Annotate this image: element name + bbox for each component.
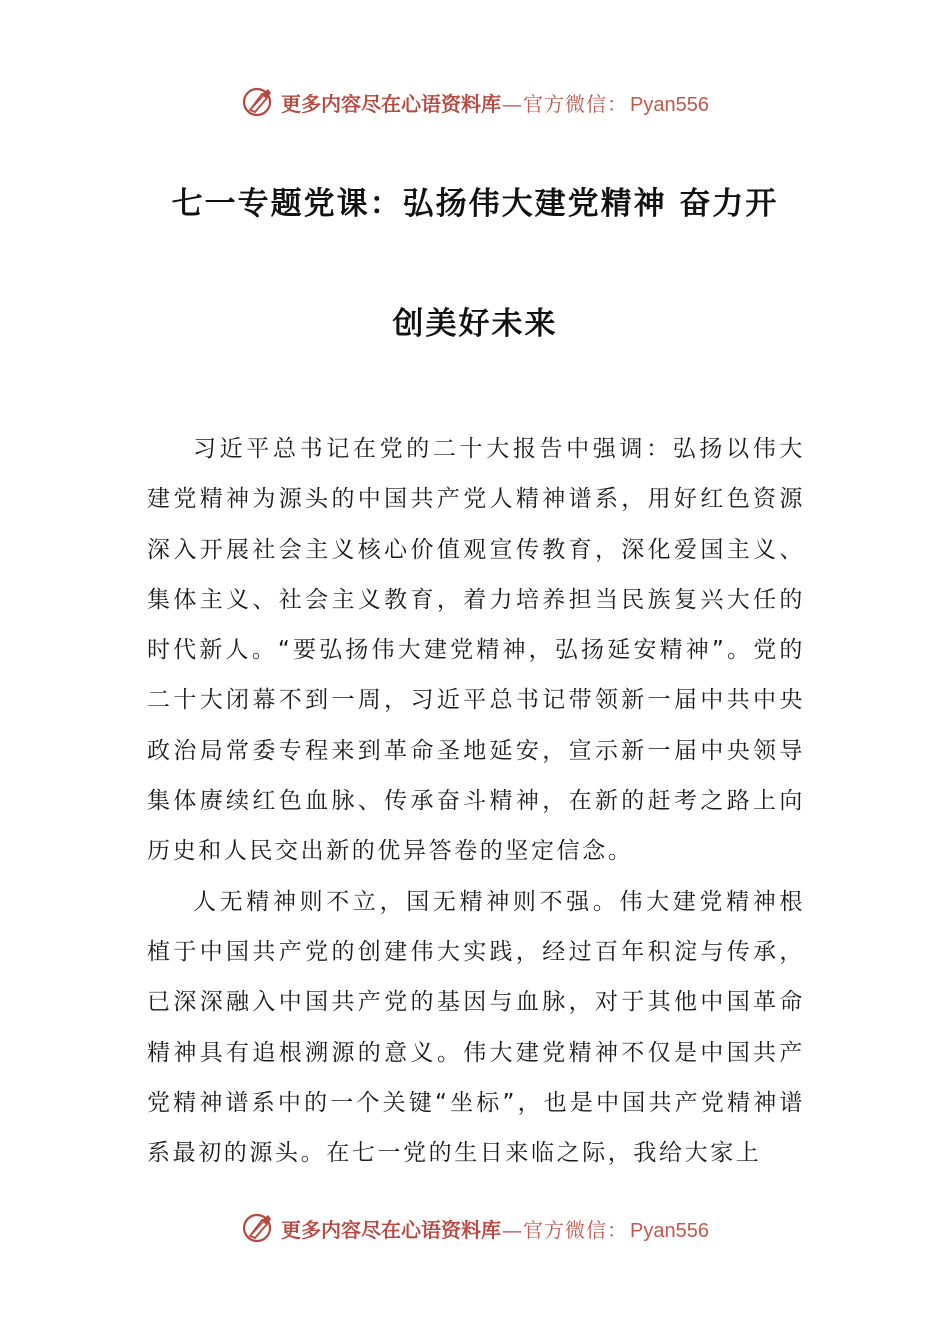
pen-nib-circle-icon xyxy=(241,85,275,119)
banner-dash: — xyxy=(502,1217,523,1242)
paragraph-2: 人无精神则不立，国无精神则不强。伟大建党精神根植于中国共产党的创建伟大实践，经过百年积淀与传承，已深深融入中国共产党的基因与血脉，对于其他中国革命精神具有追根溯源的意义。伟大建党精神不仅是中国共产党精神谱系中的一个关键“坐标”，也是中国共产党精神谱系最初的源头。在七一党的生日来临之际，我给大家上 xyxy=(147,888,805,1167)
document-body xyxy=(147,424,805,1178)
footer-banner xyxy=(0,1208,950,1248)
banner-text xyxy=(281,88,709,117)
banner-wechat-label: 官方微信： xyxy=(523,1217,629,1242)
header-banner xyxy=(0,82,950,122)
page-title-line-1: 七一专题党课：弘扬伟大建党精神 奋力开 xyxy=(171,186,779,222)
banner-brand: 更多内容尽在心语资料库 xyxy=(281,1217,502,1242)
paragraph-1: 习近平总书记在党的二十大报告中强调：弘扬以伟大建党精神为源头的中国共产党人精神谱系，用好红色资源深入开展社会主义核心价值观宣传教育，深化爱国主义、集体主义、社会主义教育，着力培养担当民族复兴大任的时代新人。“要弘扬伟大建党精神，弘扬延安精神”。党的二十大闭幕不到一周，习近平总书记带领新一届中共中央政治局常委专程来到革命圣地延安，宣示新一届中央领导集体赓续红色血脉、传承奋斗精神，在新的赶考之路上向历史和人民交出新的优异答卷的坚定信念。 xyxy=(147,436,805,865)
banner-text xyxy=(281,1214,709,1243)
pen-nib-circle-icon xyxy=(241,1211,275,1245)
banner-brand: 更多内容尽在心语资料库 xyxy=(281,91,502,116)
page-title-line-2: 创美好未来 xyxy=(392,306,558,342)
banner-wechat-id: Pyan556 xyxy=(630,93,709,116)
banner-wechat-id: Pyan556 xyxy=(630,1219,709,1242)
banner-wechat-label: 官方微信： xyxy=(523,91,629,116)
banner-dash: — xyxy=(502,91,523,116)
